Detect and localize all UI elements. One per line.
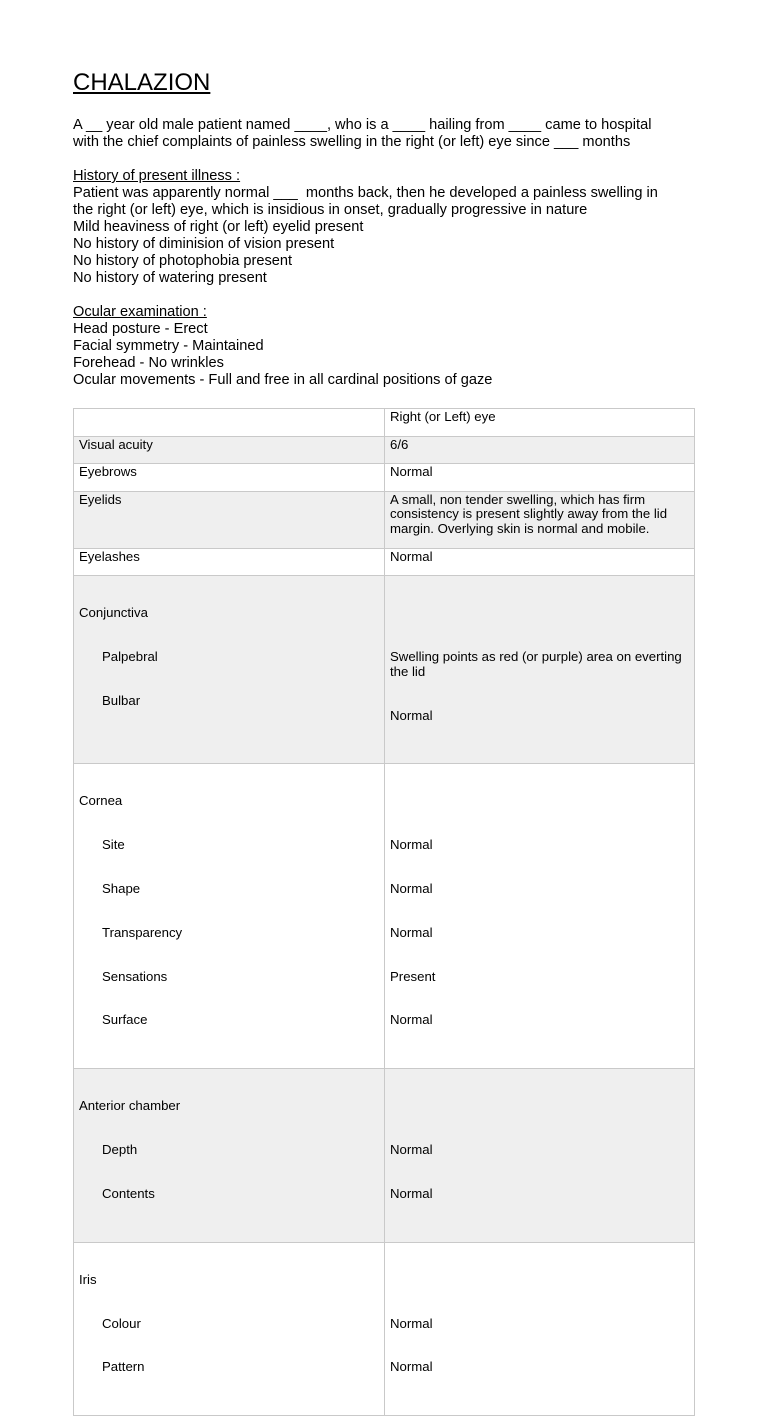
row-sub-label: Site xyxy=(102,837,125,853)
table-header-empty xyxy=(74,409,385,437)
history-heading: History of present illness : xyxy=(73,168,241,184)
row-sub-label: Bulbar xyxy=(102,692,141,708)
row-value: 6/6 xyxy=(385,436,695,464)
row-label: Eyelashes xyxy=(74,548,385,576)
row-main-label: Iris xyxy=(79,1271,97,1287)
document-title: CHALAZION xyxy=(73,69,211,96)
history-line: No history of photophobia present xyxy=(73,253,293,269)
row-sub-label: Surface xyxy=(102,1012,148,1028)
table-row xyxy=(74,1242,695,1416)
row-sub-value: Normal xyxy=(390,837,433,853)
row-value xyxy=(385,576,695,764)
ocular-exam-line: Head posture - Erect xyxy=(73,321,208,337)
examination-table xyxy=(73,408,695,1416)
history-section xyxy=(73,168,713,287)
history-line: Patient was apparently normal ___ months back, then he developed a painless swelling in xyxy=(73,185,658,201)
table-row xyxy=(74,764,695,1069)
row-sub-label: Pattern xyxy=(102,1359,145,1375)
row-value: A small, non tender swelling, which has firm consistency is present slightly away from the lid margin. Overlying skin is normal and mobile. xyxy=(385,491,695,548)
table-header-row xyxy=(74,409,695,437)
table-row xyxy=(74,464,695,492)
row-value: Normal xyxy=(385,548,695,576)
ocular-exam-line: Forehead - No wrinkles xyxy=(73,355,224,371)
row-main-label: Conjunctiva xyxy=(79,605,148,621)
row-sub-label: Colour xyxy=(102,1315,141,1331)
row-sub-value: Normal xyxy=(390,1012,433,1028)
row-label xyxy=(74,764,385,1069)
row-sub-value: Normal xyxy=(390,1315,433,1331)
row-value-spacer xyxy=(390,794,689,809)
intro-line: with the chief complaints of painless swelling in the right (or left) eye since ___ months xyxy=(73,134,631,150)
row-sub-value: Normal xyxy=(390,707,433,723)
row-label xyxy=(74,1069,385,1243)
row-label xyxy=(74,1242,385,1416)
row-value xyxy=(385,1069,695,1243)
history-line: No history of watering present xyxy=(73,270,267,286)
row-label: Eyebrows xyxy=(74,464,385,492)
table-row xyxy=(74,491,695,548)
table-header-eye: Right (or Left) eye xyxy=(385,409,695,437)
history-line: the right (or left) eye, which is insidious in onset, gradually progressive in nature xyxy=(73,202,588,218)
row-sub-value: Normal xyxy=(390,1185,433,1201)
ocular-exam-line: Ocular movements - Full and free in all cardinal positions of gaze xyxy=(73,372,493,388)
row-sub-value: Normal xyxy=(390,924,433,940)
row-label: Eyelids xyxy=(74,491,385,548)
row-value-spacer xyxy=(390,1273,689,1288)
row-value xyxy=(385,1242,695,1416)
row-sub-value: Normal xyxy=(390,881,433,897)
history-line: Mild heaviness of right (or left) eyelid present xyxy=(73,219,364,235)
row-sub-value: Present xyxy=(390,968,436,984)
row-value xyxy=(385,764,695,1069)
history-line: No history of diminision of vision present xyxy=(73,236,335,252)
row-value: Normal xyxy=(385,464,695,492)
row-sub-label: Contents xyxy=(102,1185,155,1201)
row-sub-label: Palpebral xyxy=(102,649,158,665)
ocular-exam-heading: Ocular examination : xyxy=(73,304,207,320)
row-value-spacer xyxy=(390,1099,689,1114)
row-sub-value: Normal xyxy=(390,1359,433,1375)
row-label: Visual acuity xyxy=(74,436,385,464)
row-label xyxy=(74,576,385,764)
row-sub-label: Depth xyxy=(102,1142,138,1158)
row-sub-label: Transparency xyxy=(102,924,183,940)
intro-paragraph xyxy=(73,117,713,151)
intro-line: A __ year old male patient named ____, who is a ____ hailing from ____ came to hospital xyxy=(73,117,652,133)
row-sub-label: Shape xyxy=(102,881,141,897)
row-sub-value: Normal xyxy=(390,1142,433,1158)
row-sub-label: Sensations xyxy=(102,968,168,984)
row-value-spacer xyxy=(390,606,689,621)
ocular-exam-line: Facial symmetry - Maintained xyxy=(73,338,264,354)
table-row xyxy=(74,576,695,764)
table-row xyxy=(74,548,695,576)
table-row xyxy=(74,436,695,464)
table-row xyxy=(74,1069,695,1243)
row-sub-value: Swelling points as red (or purple) area on everting the lid xyxy=(390,649,686,679)
ocular-exam-section xyxy=(73,304,713,389)
row-main-label: Cornea xyxy=(79,793,123,809)
row-main-label: Anterior chamber xyxy=(79,1098,181,1114)
